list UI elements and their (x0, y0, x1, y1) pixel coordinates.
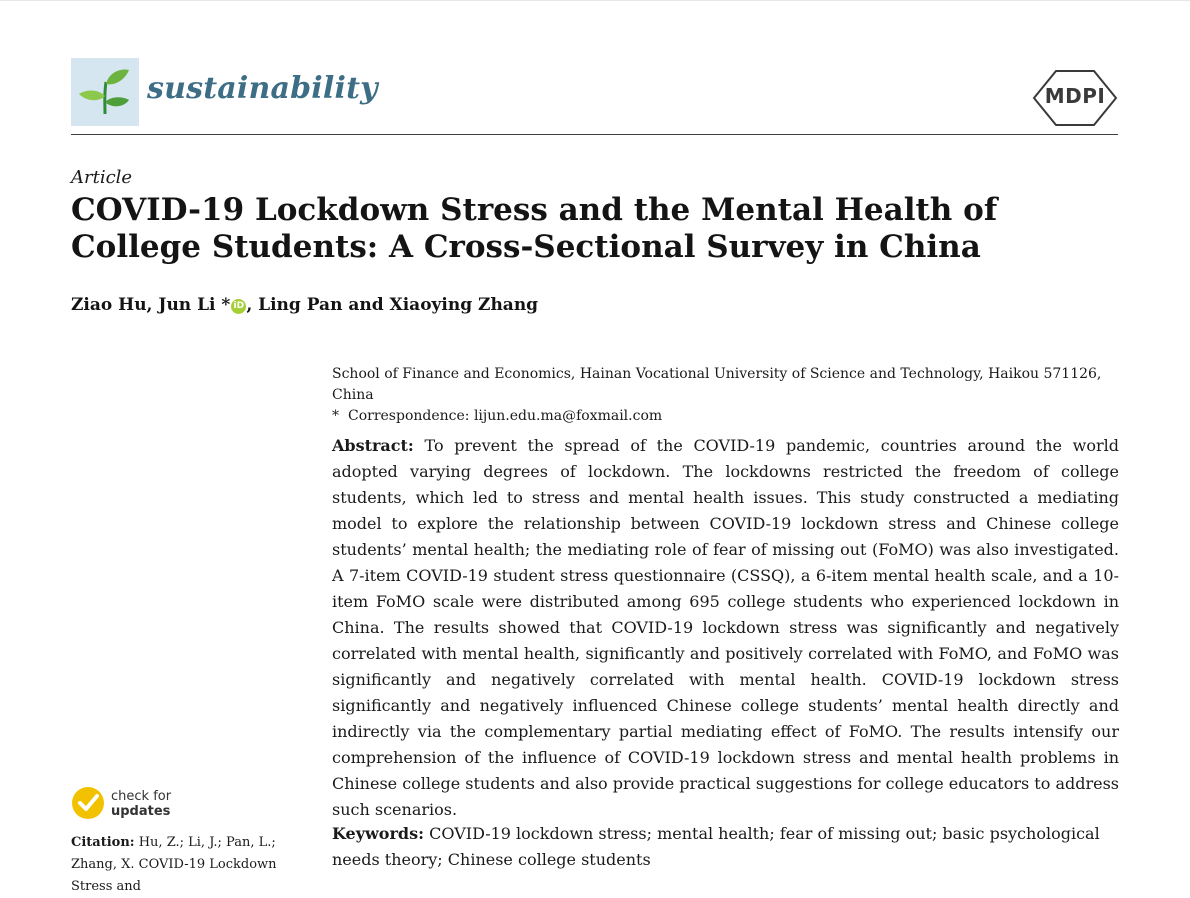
header-rule (71, 134, 1118, 135)
mdpi-logo[interactable] (1032, 70, 1118, 126)
citation-text: Hu, Z.; Li, J.; Pan, L.; Zhang, X. COVID-19 Lockdown Stress and (71, 835, 277, 894)
article-title: COVID-19 Lockdown Stress and the Mental Health of College Students: A Cross-Sectional Survey in China (71, 192, 998, 265)
journal-name[interactable]: sustainability (147, 71, 378, 106)
authors-part-2[interactable]: , Ling Pan and Xiaoying Zhang (246, 295, 539, 315)
correspondence[interactable]: Correspondence: lijun.edu.ma@foxmail.com (348, 408, 663, 424)
correspondence-line (332, 406, 1132, 427)
publisher-name: MDPI (1044, 84, 1106, 108)
keywords-text: COVID-19 lockdown stress; mental health; fear of missing out; basic psychological needs theory; Chinese college students (332, 824, 1100, 869)
abstract-text: To prevent the spread of the COVID-19 pandemic, countries around the world adopted varying degrees of lockdown. The lockdowns restricted the freedom of college students, which led to stress and mental health issues. This study constructed a mediating model to explore the relationship between COVID-19 lockdown stress and Chinese college students’ mental health; the mediating role of fear of missing out (FoMO) was also investigated. A 7-item COVID-19 student stress questionnaire (CSSQ), a 6-item mental health scale, and a 10-item FoMO scale were distributed among 695 college students who experienced lockdown in China. The results showed that COVID-19 lockdown stress was significantly and negatively correlated with mental health, significantly and positively correlated with FoMO, and FoMO was significantly and negatively correlated with mental health. COVID-19 lockdown stress significantly and negatively influenced Chinese college students’ mental health directly and indirectly via the complementary partial mediating effect of FoMO. The results intensify our comprehension of the influence of COVID-19 lockdown stress and mental health problems in Chinese college students and also provide practical suggestions for college educators to address such scenarios. (332, 436, 1120, 819)
citation (71, 832, 311, 898)
affiliation-block (332, 364, 1132, 427)
keywords-label: Keywords: (332, 824, 425, 843)
citation-label: Citation: (71, 835, 135, 850)
authors-part-1[interactable]: Ziao Hu, Jun Li * (71, 295, 231, 315)
abstract-label: Abstract: (332, 436, 414, 455)
author-list (71, 295, 538, 315)
affiliation: School of Finance and Economics, Hainan Vocational University of Science and Technology, Haikou 571126, China (332, 366, 1102, 403)
top-border (0, 0, 1190, 1)
checkmark-badge-icon (71, 786, 105, 820)
journal-logo-icon (71, 58, 139, 126)
keywords (332, 821, 1119, 873)
updates-label: updates (111, 804, 171, 819)
orcid-icon[interactable]: iD (231, 299, 246, 314)
abstract (332, 433, 1119, 823)
check-for-label: check for (111, 789, 172, 804)
article-type: Article (71, 167, 133, 188)
correspondence-mark: * (332, 408, 339, 424)
